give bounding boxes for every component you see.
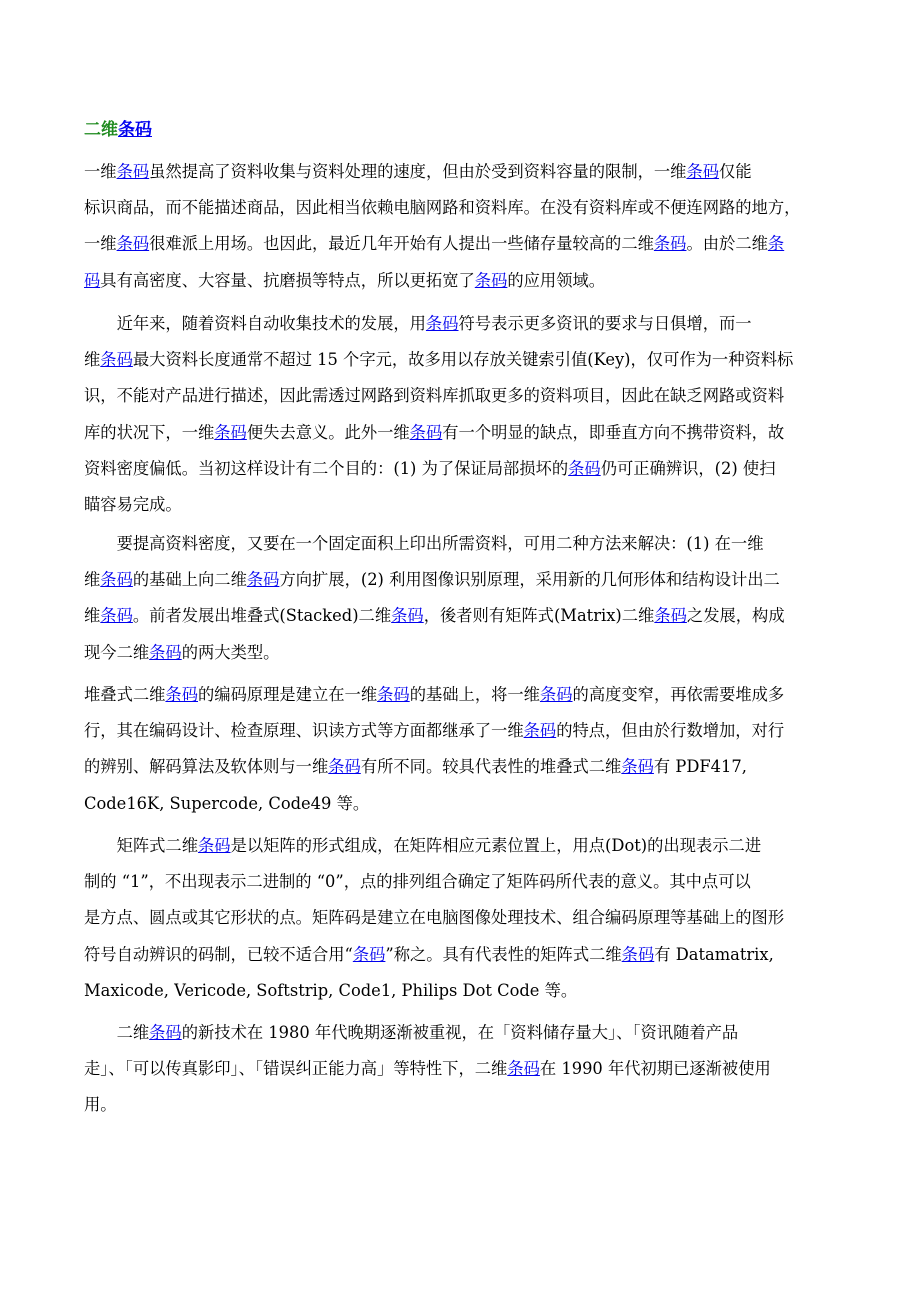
text-run: 资料密度偏低。当初这样设计有二个目的：(1) 为了保证局部损坏的 [84, 458, 569, 478]
barcode-link[interactable]: 条码 [621, 944, 655, 964]
barcode-link[interactable]: 条码 [197, 836, 231, 855]
text-line [84, 677, 876, 713]
text-run: 行，其在编码设计、检查原理、识读方式等方面都继承了一维 [84, 721, 524, 741]
text-run: 用。 [84, 1095, 117, 1115]
barcode-link[interactable]: 条码 [654, 606, 687, 626]
barcode-link[interactable]: 条码 [409, 422, 443, 442]
text-run: 有一个明显的缺点，即垂直方向不携带资料，故 [442, 422, 785, 442]
text-run: 堆叠式二维 [84, 685, 166, 704]
paragraph-stacked-barcode [84, 677, 876, 822]
text-line [84, 154, 876, 190]
barcode-link[interactable]: 条码 [352, 944, 386, 964]
paragraph-history [84, 1015, 876, 1124]
barcode-link[interactable]: 条码 [653, 234, 687, 254]
barcode-link[interactable]: 条码 [391, 606, 424, 626]
text-line [84, 562, 876, 598]
text-run: 很难派上用场。也因此，最近几年开始有人提出一些储存量较高的二维 [149, 234, 654, 254]
text-run: 的新技术在 1980 年代晚期逐渐被重视，在「资料储存量大」、「资讯随着产品 [181, 1023, 739, 1042]
barcode-link[interactable]: 条码 [328, 757, 361, 777]
barcode-link[interactable]: 条码 [246, 570, 280, 590]
text-run: 矩阵式二维 [84, 836, 198, 855]
barcode-link[interactable]: 条码 [523, 721, 557, 741]
text-run: 的应用领域。 [507, 270, 606, 290]
barcode-link[interactable]: 码 [84, 270, 101, 290]
text-run: 的辨别、解码算法及软体则与一维 [84, 757, 329, 777]
text-line [84, 263, 876, 299]
text-line [84, 598, 876, 634]
paragraph-1d-limitations [84, 154, 876, 299]
text-run: 有所不同。较具代表性的堆叠式二维 [360, 757, 622, 777]
text-line [84, 1051, 876, 1087]
barcode-link[interactable]: 条码 [165, 685, 198, 704]
text-run: 符号表示更多资讯的要求与日俱增，而一 [458, 314, 752, 333]
section-heading [84, 117, 152, 143]
text-line [84, 973, 876, 1009]
text-run: 现今二维 [84, 642, 150, 662]
text-run: 维 [84, 606, 101, 626]
barcode-link[interactable]: 条码 [100, 350, 133, 370]
text-line [84, 828, 876, 864]
barcode-link[interactable]: 条码 [100, 570, 133, 590]
text-run: 仍可正确辨识，(2) 使扫 [600, 458, 776, 478]
barcode-link[interactable]: 条码 [100, 606, 133, 626]
text-run: 之发展，构成 [686, 606, 785, 626]
text-run: 。由於二维 [686, 234, 768, 254]
barcode-link[interactable]: 条码 [507, 1059, 540, 1079]
text-line [84, 749, 876, 785]
text-line [84, 526, 876, 562]
text-run: 库的状况下，一维 [84, 422, 215, 442]
text-run: 方向扩展，(2) 利用图像识别原理，采用新的几何形体和结构设计出二 [279, 570, 780, 590]
text-run: 是以矩阵的形式组成，在矩阵相应元素位置上，用点(Dot)的出现表示二进 [230, 836, 762, 855]
text-line [84, 306, 876, 342]
barcode-link[interactable]: 条码 [214, 422, 247, 442]
barcode-link[interactable]: 条码 [377, 685, 410, 704]
text-line [84, 487, 876, 523]
text-run: 识，不能对产品进行描述，因此需透过网路到资料库抓取更多的资料项目，因此在缺乏网路或资料 [84, 386, 785, 406]
text-run: 符号自动辨识的码制，已较不适合用“ [84, 944, 353, 964]
text-line [84, 415, 876, 451]
text-line [84, 1087, 876, 1123]
text-run: 走」、「可以传真影印」、「错误纠正能力高」等特性下，二维 [84, 1059, 508, 1079]
paragraph-recent-development [84, 306, 876, 523]
barcode-link[interactable]: 条码 [425, 314, 459, 333]
paragraph-density-methods [84, 526, 876, 671]
barcode-link[interactable]: 条码 [149, 642, 182, 662]
text-run: Maxicode, Vericode, Softstrip, Code1, Philips Dot Code 等。 [84, 980, 578, 1000]
text-run: 的基础上向二维 [132, 570, 247, 590]
barcode-link[interactable]: 条码 [116, 234, 150, 254]
barcode-link[interactable]: 条码 [621, 757, 654, 777]
text-run: 一维 [84, 162, 117, 181]
text-line [84, 190, 876, 226]
paragraph-matrix-barcode [84, 828, 876, 1009]
text-run: 是方点、圆点或其它形状的点。矩阵码是建立在电脑图像处理技术、组合编码原理等基础上的图形 [84, 908, 785, 928]
text-run: 具有高密度、大容量、抗磨损等特点，所以更拓宽了 [100, 270, 475, 290]
text-run: Code16K, Supercode, Code49 等。 [84, 793, 370, 813]
text-run: 的特点，但由於行数增加，对行 [556, 721, 785, 741]
barcode-link[interactable]: 条码 [116, 162, 150, 181]
document-page [84, 0, 876, 1302]
text-line [84, 1015, 876, 1051]
text-run: 的两大类型。 [181, 642, 280, 662]
barcode-link[interactable]: 条码 [568, 458, 601, 478]
text-run: 标识商品，而不能描述商品，因此相当依赖电脑网路和资料库。在没有资料库或不便连网路的地方， [84, 198, 801, 218]
text-run: 的编码原理是建立在一维 [198, 685, 378, 704]
text-run: 最大资料长度通常不超过 15 个字元，故多用以存放关键索引值(Key)，仅可作为一种资料标 [132, 350, 794, 370]
text-line [84, 635, 876, 671]
text-line [84, 342, 876, 378]
text-run: 仅能 [719, 162, 752, 181]
text-run: 便失去意义。此外一维 [246, 422, 410, 442]
text-line [84, 226, 876, 262]
text-line [84, 713, 876, 749]
text-run: 虽然提高了资料收集与资料处理的速度，但由於受到资料容量的限制，一维 [149, 162, 687, 181]
heading-barcode-link[interactable]: 条码 [118, 120, 152, 140]
text-run: 制的 “1”，不出现表示二进制的 “0”，点的排列组合确定了矩阵码所代表的意义。其中点可以 [84, 872, 751, 892]
text-run: 有 PDF417, [653, 757, 747, 777]
text-run: ，後者则有矩阵式(Matrix)二维 [423, 606, 655, 626]
text-line [84, 937, 876, 973]
heading-text: 二维 [84, 120, 118, 140]
text-run: 二维 [84, 1023, 150, 1042]
barcode-link[interactable]: 条 [767, 234, 785, 254]
text-line [84, 864, 876, 900]
barcode-link[interactable]: 条码 [539, 685, 573, 704]
text-line [84, 900, 876, 936]
text-run: 要提高资料密度，又要在一个固定面积上印出所需资料，可用二种方法来解决：(1) 在一维 [84, 534, 764, 553]
text-line [84, 451, 876, 487]
text-run: 在 1990 年代初期已逐渐被使用 [539, 1059, 771, 1079]
text-line [84, 786, 876, 822]
text-line [84, 378, 876, 414]
text-run: 一维 [84, 234, 117, 254]
text-run: 的高度变窄，再依需要堆成多 [572, 685, 785, 704]
text-run: 维 [84, 570, 101, 590]
barcode-link[interactable]: 条码 [474, 270, 508, 290]
barcode-link[interactable]: 条码 [149, 1023, 182, 1042]
text-run: 的基础上，将一维 [409, 685, 540, 704]
text-run: 维 [84, 350, 101, 370]
text-run: 有 Datamatrix, [654, 944, 774, 964]
text-run: 。前者发展出堆叠式(Stacked)二维 [132, 606, 392, 626]
text-run: ”称之。具有代表性的矩阵式二维 [385, 944, 622, 964]
barcode-link[interactable]: 条码 [686, 162, 720, 181]
text-run: 近年来，随着资料自动收集技术的发展，用 [84, 314, 426, 333]
text-run: 瞄容易完成。 [84, 494, 182, 514]
